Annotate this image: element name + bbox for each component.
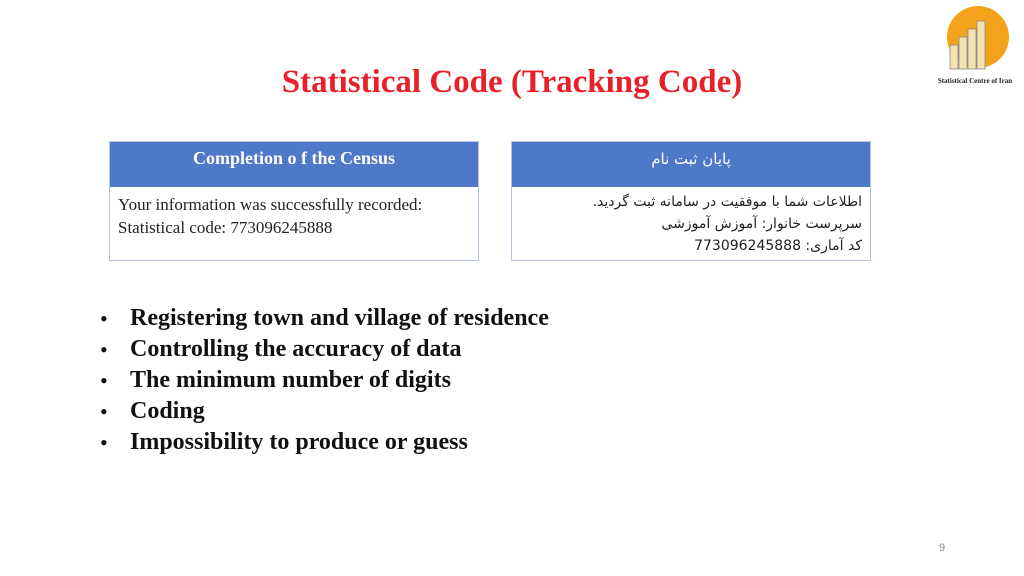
english-completion-card bbox=[109, 141, 479, 261]
english-card-header: Completion o f the Census bbox=[110, 142, 478, 187]
bullet-item: • Impossibility to produce or guess bbox=[100, 427, 549, 458]
bullet-list bbox=[100, 303, 549, 458]
page-number: 9 bbox=[938, 542, 946, 554]
persian-card-line: اطلاعات شما با موفقیت در سامانه ثبت گردید. bbox=[592, 194, 862, 210]
bar-chart-sun-logo-icon bbox=[947, 5, 1009, 73]
bullet-item: • Coding bbox=[100, 396, 549, 427]
bullet-item: • Registering town and village of residence bbox=[100, 303, 549, 334]
bullet-item: • Controlling the accuracy of data bbox=[100, 334, 549, 365]
english-card-line: Your information was successfully recorded: bbox=[118, 195, 423, 214]
english-card-line: Statistical code: 773096245888 bbox=[118, 218, 333, 237]
persian-card-header: پایان ثبت نام bbox=[512, 142, 870, 187]
logo-caption: Statistical Centre of Iran bbox=[937, 77, 1013, 85]
english-card-body bbox=[110, 187, 478, 245]
persian-card-line: کد آماری: 773096245888 bbox=[694, 238, 862, 254]
slide-title: Statistical Code (Tracking Code) bbox=[281, 64, 743, 100]
bullet-item: • The minimum number of digits bbox=[100, 365, 549, 396]
persian-card-body bbox=[512, 187, 870, 261]
persian-card-line: سرپرست خانوار: آموزش آموزشی bbox=[661, 216, 862, 232]
persian-completion-card bbox=[511, 141, 871, 261]
